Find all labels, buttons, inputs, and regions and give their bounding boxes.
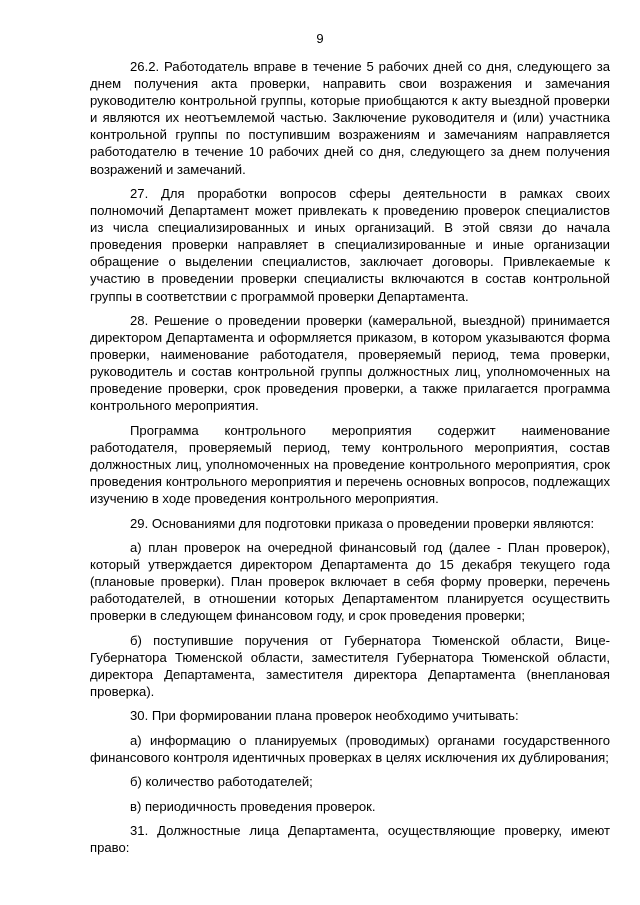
paragraph-29-a: а) план проверок на очередной финансовый год (далее - План проверок), который утверждается директором Департамента до 15 декабря текущего года (плановые проверки). План проверок включает в себя форму проверки, перечень работодателей, в отношении которых Департаментом планируется осуществить проверки в следующем финансовом году, и срок проведения проверки;	[90, 539, 610, 624]
paragraph-30-a: а) информацию о планируемых (проводимых) органами государственного финансового контроля идентичных проверках в целях исключения их дублирования;	[90, 732, 610, 765]
paragraph-28: 28. Решение о проведении проверки (камеральной, выездной) принимается директором Департамента и оформляется приказом, в котором указываются форма проверки, наименование работодателя, проверяемый период, тема проверки, руководитель и состав контрольной группы должностных лиц, уполномоченных на проведение проверки, срок проведения проверки, а также прилагается программа контрольного мероприятия.	[90, 312, 610, 414]
paragraph-30-v: в) периодичность проведения проверок.	[130, 798, 376, 814]
paragraph-27: 27. Для проработки вопросов сферы деятельности в рамках своих полномочий Департамент может привлекать к проведению проверок специалистов из числа специализированных и иных организаций. В этой связи до начала проведения проверки направляет в специализированные и иные организации обращение о выделении специалистов, заключает договоры. Привлекаемые к участию в проведении проверки специалисты включаются в состав контрольной группы в соответствии с программой проверки Департамента.	[90, 185, 610, 304]
paragraph-program: Программа контрольного мероприятия содержит наименование работодателя, проверяемый период, тему контрольного мероприятия, состав должностных лиц, уполномоченных на проведение контрольного мероприятия, срок проведения контрольного мероприятия и перечень основных вопросов, подлежащих изучению в ходе проведения контрольного мероприятия.	[90, 422, 610, 507]
paragraph-29-b: б) поступившие поручения от Губернатора Тюменской области, Вице-Губернатора Тюменской области, заместителя Губернатора Тюменской области, директора Департамента, заместителя директора Департамента (внеплановая проверка).	[90, 632, 610, 699]
paragraph-30: 30. При формировании плана проверок необходимо учитывать:	[130, 708, 519, 724]
paragraph-26-2: 26.2. Работодатель вправе в течение 5 рабочих дней со дня, следующего за днем получения акта проверки, направить свои возражения и замечания руководителю контрольной группы, которые приобщаются к акту выездной проверки и являются их неотъемлемой частью. Заключение руководителя и (или) участника контрольной группы по поступившим возражениям и замечаниям направляется работодателю в течение 10 рабочих дней со дня, следующего за днем получения возражений и замечаний.	[90, 59, 610, 177]
paragraph-30-b: б) количество работодателей;	[130, 774, 313, 790]
document-body	[90, 58, 610, 864]
paragraph-29: 29. Основаниями для подготовки приказа о проведении проверки являются:	[130, 515, 595, 531]
paragraph-31: 31. Должностные лица Департамента, осуществляющие проверку, имеют право:	[90, 823, 610, 856]
page-number: 9	[316, 31, 324, 46]
